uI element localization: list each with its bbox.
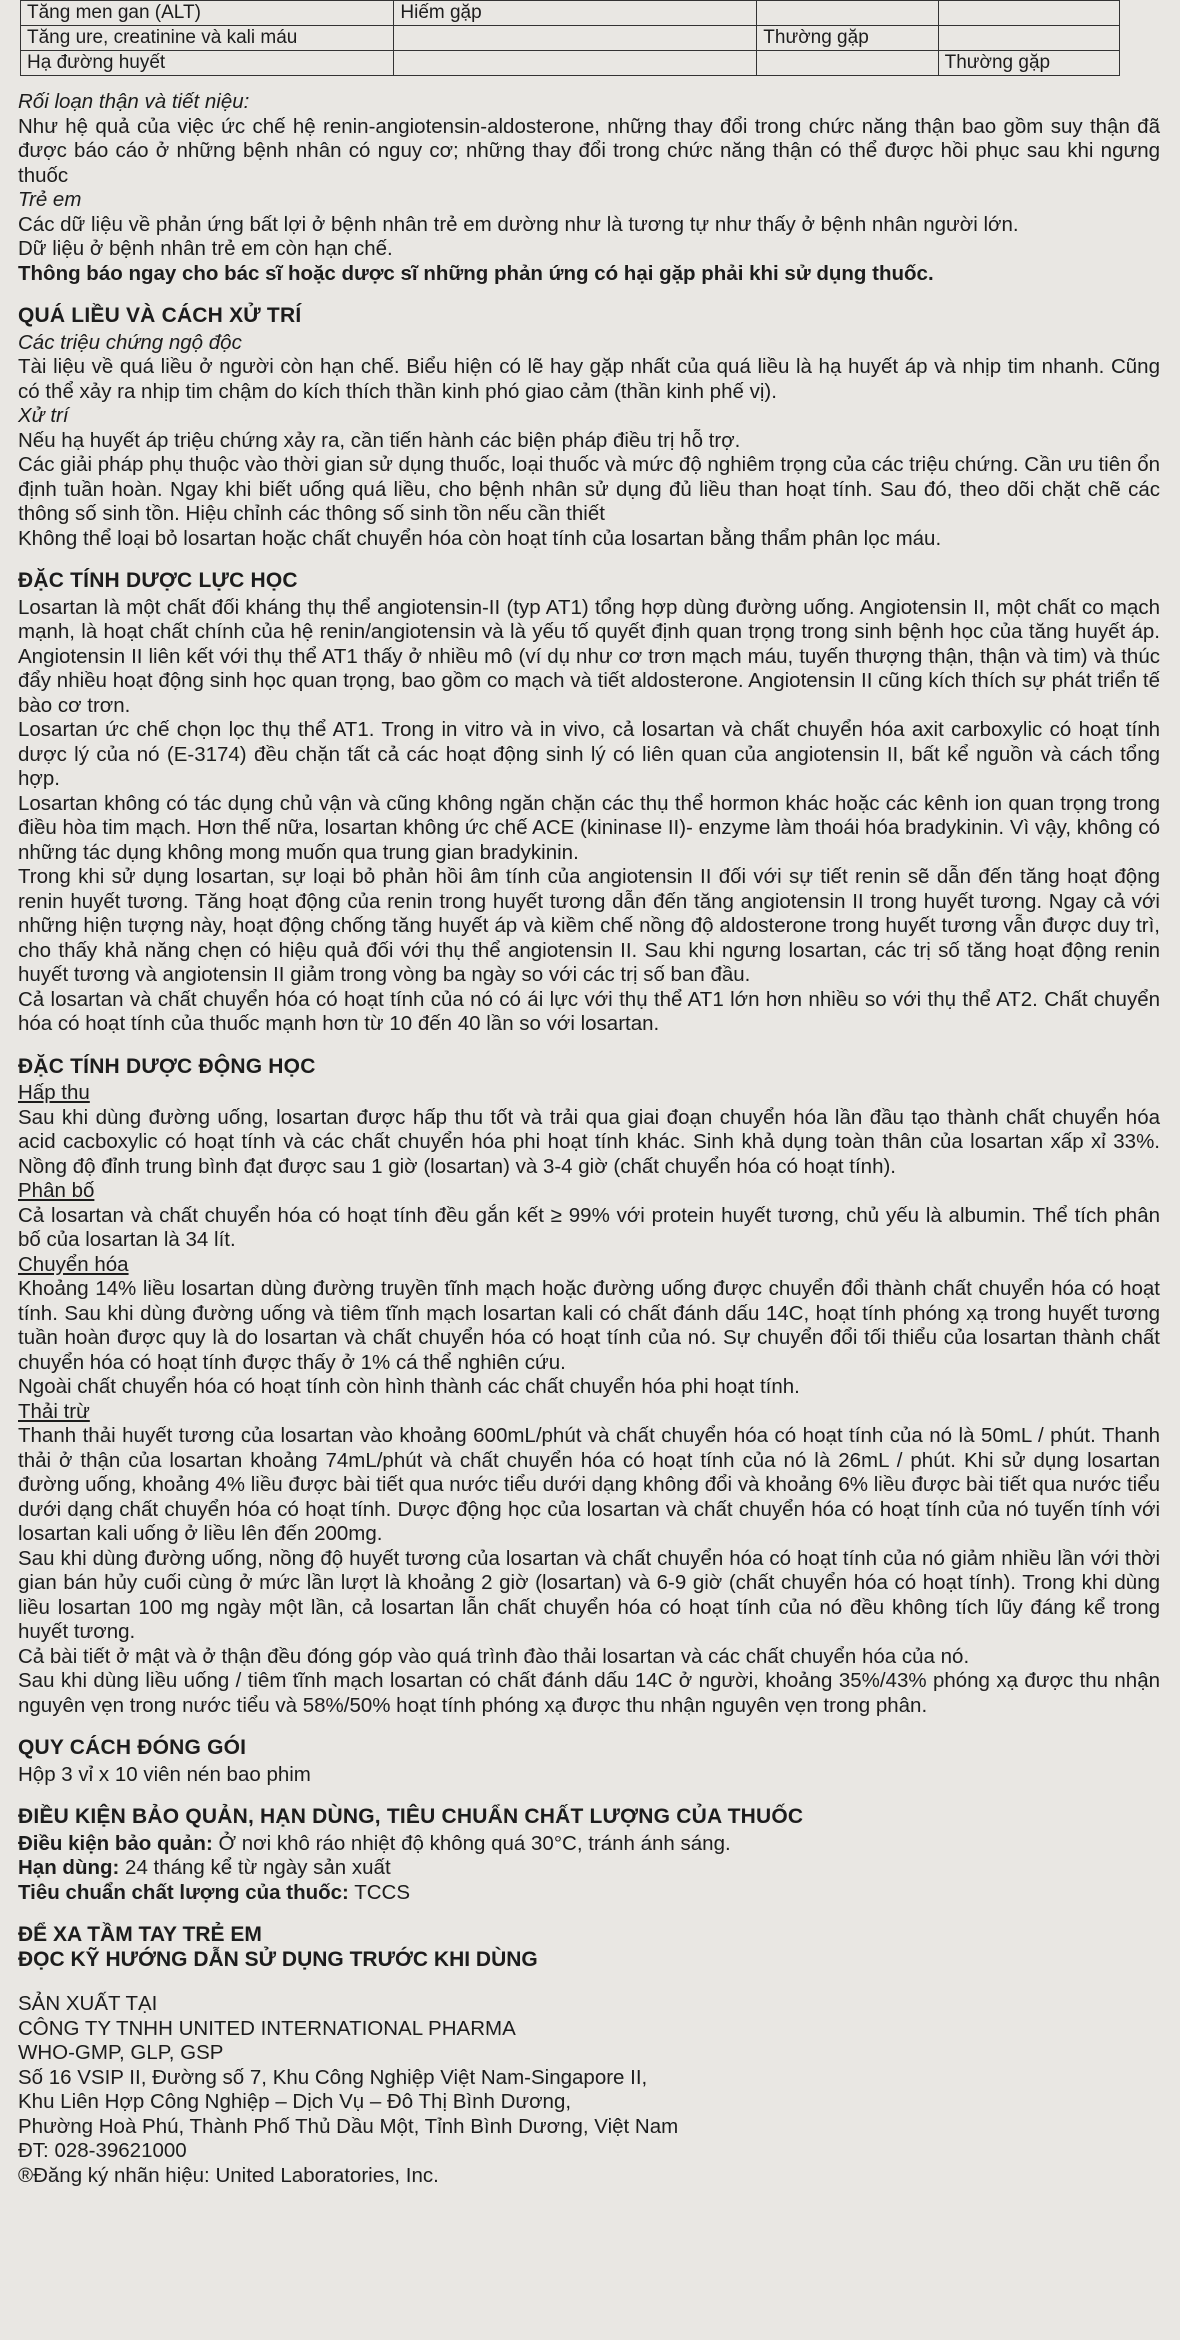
table-cell: [938, 1, 1119, 26]
quality-standard: [18, 1881, 1160, 1906]
table-row: [21, 26, 1120, 51]
children-text: Các dữ liệu về phản ứng bất lợi ở bệnh nhân trẻ em dường như là tương tự như thấy ở bệnh nhân người lớn.: [18, 212, 1019, 236]
section-title: ĐẶC TÍNH DƯỢC LỰC HỌC: [18, 569, 298, 592]
symptoms-text: Tài liệu về quá liều ở người còn hạn chế. Biểu hiện có lẽ hay gặp nhất của quá liều là hạ huyết áp và nhịp tim nhanh. Cũng có thể xảy ra nhịp tim chậm do kích thích thần kinh phó giao cảm (thần kinh phế vị).: [18, 355, 1160, 403]
packaging-text: Hộp 3 vỉ x 10 viên nén bao phim: [18, 1762, 311, 1786]
manufacturer-address: Số 16 VSIP II, Đường số 7, Khu Công Nghiệp Việt Nam-Singapore II,: [18, 2065, 648, 2089]
storage-condition-label: Điều kiện bảo quản:: [18, 1831, 213, 1855]
section-title: ĐIỀU KIỆN BẢO QUẢN, HẠN DÙNG, TIÊU CHUẨN CHẤT LƯỢNG CỦA THUỐC: [18, 1805, 804, 1828]
paragraph: Losartan là một chất đối kháng thụ thể angiotensin-II (typ AT1) tổng hợp dùng đường uống. Angiotensin II, một chất co mạch mạnh, là hoạt chất chính của hệ renin/angiotensin và là yếu tố quyết định quan trọng trong sinh bệnh học của tăng huyết áp. Angiotensin II liên kết với thụ thể AT1 thấy ở nhiều mô (ví dụ như cơ trơn mạch máu, tuyến thượng thận, thận và tim) và thúc đẩy nhiều hoạt động sinh học quan trọng, bao gồm co mạch và tiết aldosterone. Angiotensin II cũng kích thích sự phát triển tế bào cơ trơn.: [18, 595, 1160, 717]
table-row: [21, 1, 1120, 26]
treatment-text: Nếu hạ huyết áp triệu chứng xảy ra, cần tiến hành các biện pháp điều trị hỗ trợ.: [18, 428, 741, 452]
warnings-section: [18, 1923, 1160, 1972]
overdose-section: [18, 304, 1160, 551]
manufacturer-label: SẢN XUẤT TẠI: [18, 1992, 158, 2015]
manufacturer-address: Phường Hoà Phú, Thành Phố Thủ Dầu Một, Tỉnh Bình Dương, Việt Nam: [18, 2114, 679, 2138]
quality-standard-label: Tiêu chuẩn chất lượng của thuốc:: [18, 1880, 349, 1904]
renal-heading: Rối loạn thận và tiết niệu:: [18, 90, 250, 113]
elimination-heading: Thải trừ: [18, 1399, 90, 1423]
paragraph: Ngoài chất chuyển hóa có hoạt tính còn hình thành các chất chuyển hóa phi hoạt tính.: [18, 1375, 800, 1398]
manufacturer-company: CÔNG TY TNHH UNITED INTERNATIONAL PHARMA: [18, 2016, 516, 2040]
paragraph: Cả losartan và chất chuyển hóa có hoạt tính của nó có ái lực với thụ thể AT1 lớn hơn nhiều so với thụ thể AT2. Chất chuyển hóa có hoạt tính của thuốc mạnh hơn từ 10 đến 40 lần so với losartan.: [18, 987, 1160, 1035]
expiry: [18, 1856, 1160, 1881]
renal-section: [18, 90, 1160, 286]
table-cell: Hiếm gặp: [394, 1, 757, 26]
paragraph: Losartan ức chế chọn lọc thụ thể AT1. Trong in vitro và in vivo, cả losartan và chất chuyển hóa axit carboxylic có hoạt tính dược lý của nó (E-3174) đều chặn tất cả các hoạt động sinh lý có liên quan của angiotensin II, bất kể nguồn và cách tổng hợp.: [18, 718, 1160, 790]
paragraph: Khoảng 14% liều losartan dùng đường truyền tĩnh mạch hoặc đường uống được chuyển đổi thành chất chuyển hóa có hoạt tính. Sau khi dùng đường uống và tiêm tĩnh mạch losartan kali có chất đánh dấu 14C, hoạt tính phóng xạ trong huyết tương tuần hoàn được quy là do losartan và chất chuyển hóa có hoạt tính của nó. Sự chuyển đổi tối thiểu của losartan thành chất chuyển hóa có hoạt tính được thấy ở 1% cá thể nghiên cứu.: [18, 1277, 1160, 1374]
table-cell: Tăng men gan (ALT): [21, 1, 394, 26]
paragraph: Sau khi dùng liều uống / tiêm tĩnh mạch losartan có chất đánh dấu 14C ở người, khoảng 35%/43% phóng xạ được thu nhận nguyên vẹn trong nước tiểu và 58%/50% hoạt tính phóng xạ được thu nhận nguyên vẹn trong phân.: [18, 1669, 1160, 1717]
treatment-heading: Xử trí: [18, 404, 69, 427]
treatment-text: Không thể loại bỏ losartan hoặc chất chuyển hóa còn hoạt tính của losartan bằng thẩm phân lọc máu.: [18, 526, 942, 550]
expiry-value: 24 tháng kể từ ngày sản xuất: [119, 1856, 391, 1879]
paragraph: Sau khi dùng đường uống, nồng độ huyết tương của losartan và chất chuyển hóa có hoạt tính của nó giảm nhiều lần với thời gian bán hủy cuối cùng ở mức lần lượt là khoảng 2 giờ (losartan) và 6-9 giờ (chất chuyển hóa có hoạt tính). Trong khi dùng liều losartan 100 mg ngày một lần, cả losartan lẫn chất chuyển hóa có hoạt tính của nó đều không tích lũy đáng kể trong huyết tương.: [18, 1546, 1160, 1643]
paragraph: Thanh thải huyết tương của losartan vào khoảng 600mL/phút và chất chuyển hóa có hoạt tính của nó là 50mL / phút. Thanh thải ở thận của losartan khoảng 74mL/phút và chất chuyển hóa có hoạt tính của nó là 26mL / phút. Khi sử dụng losartan đường uống, khoảng 4% liều được bài tiết qua nước tiểu dưới dạng không đổi và khoảng 6% liều được bài tiết qua nước tiểu dưới dạng chất chuyển hóa có hoạt tính. Dược động học của losartan và chất chuyển hóa có hoạt tính của nó tuyến tính với losartan kali uống ở liều lên đến 200mg.: [18, 1424, 1160, 1545]
warning-line: ĐỌC KỸ HƯỚNG DẪN SỬ DỤNG TRƯỚC KHI DÙNG: [18, 1947, 538, 1971]
storage-condition: [18, 1832, 1160, 1857]
warning-line: ĐỂ XA TẦM TAY TRẺ EM: [18, 1923, 262, 1946]
manufacturer-certs: WHO-GMP, GLP, GSP: [18, 2041, 224, 2064]
paragraph: Trong khi sử dụng losartan, sự loại bỏ phản hồi âm tính của angiotensin II đối với sự tiết renin sẽ dẫn đến tăng hoạt động renin huyết tương. Tăng hoạt động của renin trong huyết tương dẫn đến tăng angiotensin II trong huyết tương. Ngay cả với những hiện tượng này, hoạt động chống tăng huyết áp và kiềm chế nồng độ aldosterone trong huyết tương vẫn được duy trì, cho thấy khả năng chẹn có hiệu quả đối với thụ thể angiotensin II. Sau khi ngưng losartan, các trị số tăng hoạt động renin huyết tương và angiotensin II giảm trong vòng ba ngày so với các trị số ban đầu.: [18, 865, 1160, 986]
pharmacokinetics-section: [18, 1055, 1160, 1719]
paragraph: Sau khi dùng đường uống, losartan được hấp thu tốt và trải qua giai đoạn chuyển hóa lần đầu tạo thành chất chuyển hóa acid cacboxylic có hoạt tính và các chất chuyển hóa phi hoạt tính khác. Sinh khả dụng toàn thân của losartan xấp xỉ 33%. Nồng độ đỉnh trung bình đạt được sau 1 giờ (losartan) và 3-4 giờ (chất chuyển hóa có hoạt tính).: [18, 1105, 1160, 1178]
adverse-effects-table: [20, 0, 1120, 76]
table-cell: [394, 26, 757, 51]
section-title: QUÁ LIỀU VÀ CÁCH XỬ TRÍ: [18, 304, 302, 327]
paragraph: Cả bài tiết ở mật và ở thận đều đóng góp vào quá trình đào thải losartan và các chất chuyển hóa của nó.: [18, 1644, 970, 1668]
manufacturer-phone: ĐT: 028-39621000: [18, 2139, 187, 2162]
children-text: Dữ liệu ở bệnh nhân trẻ em còn hạn chế.: [18, 237, 393, 260]
distribution-heading: Phân bố: [18, 1179, 95, 1202]
children-heading: Trẻ em: [18, 188, 82, 211]
table-cell: Thường gặp: [938, 51, 1119, 76]
table-row: [21, 51, 1120, 76]
paragraph: Cả losartan và chất chuyển hóa có hoạt tính đều gắn kết ≥ 99% với protein huyết tương, chủ yếu là albumin. Thể tích phân bố của losartan là 34 lít.: [18, 1203, 1160, 1251]
table-cell: Tăng ure, creatinine và kali máu: [21, 26, 394, 51]
expiry-label: Hạn dùng:: [18, 1856, 120, 1879]
packaging-section: [18, 1736, 1160, 1787]
table-cell: [757, 51, 938, 76]
symptoms-heading: Các triệu chứng ngộ độc: [18, 330, 242, 354]
treatment-text: Các giải pháp phụ thuộc vào thời gian sử dụng thuốc, loại thuốc và mức độ nghiêm trọng của các triệu chứng. Cần ưu tiên ổn định tuần hoàn. Ngay khi biết uống quá liều, cho bệnh nhân sử dụng đủ liều than hoạt tính. Sau đó, theo dõi chặt chẽ các thông số sinh tồn. Hiệu chỉnh các thông số sinh tồn nếu cần thiết: [18, 453, 1160, 525]
manufacturer-address: Khu Liên Hợp Công Nghiệp – Dịch Vụ – Đô Thị Bình Dương,: [18, 2090, 572, 2113]
table-cell: [394, 51, 757, 76]
notify-text: Thông báo ngay cho bác sĩ hoặc dược sĩ những phản ứng có hại gặp phải khi sử dụng thuốc.: [18, 261, 934, 285]
section-title: ĐẶC TÍNH DƯỢC ĐỘNG HỌC: [18, 1054, 316, 1078]
quality-standard-value: TCCS: [348, 1880, 411, 1904]
pharmacodynamics-section: [18, 569, 1160, 1037]
table-cell: [757, 1, 938, 26]
storage-section: [18, 1805, 1160, 1905]
manufacturer-section: [18, 1992, 1160, 2188]
metabolism-heading: Chuyển hóa: [18, 1252, 129, 1276]
table-cell: Thường gặp: [757, 26, 938, 51]
table-cell: [938, 26, 1119, 51]
table-cell: Hạ đường huyết: [21, 51, 394, 76]
trademark-note: ®Đăng ký nhãn hiệu: United Laboratories, Inc.: [18, 2163, 439, 2187]
absorption-heading: Hấp thu: [18, 1081, 90, 1104]
storage-condition-value: Ở nơi khô ráo nhiệt độ không quá 30°C, tránh ánh sáng.: [212, 1831, 731, 1855]
paragraph: Losartan không có tác dụng chủ vận và cũng không ngăn chặn các thụ thể hormon khác hoặc các kênh ion quan trọng trong điều hòa tim mạch. Hơn thế nữa, losartan không ức chế ACE (kininase II)- enzyme làm thoái hóa bradykinin. Vì vậy, không có những tác dụng không mong muốn qua trung gian bradykinin.: [18, 791, 1160, 864]
section-title: QUY CÁCH ĐÓNG GÓI: [18, 1736, 247, 1759]
renal-text: Như hệ quả của việc ức chế hệ renin-angiotensin-aldosterone, những thay đổi trong chức năng thận bao gồm suy thận đã được báo cáo ở những bệnh nhân có nguy cơ; những thay đổi trong chức năng thận có thể được hồi phục sau khi ngưng thuốc: [18, 114, 1160, 187]
